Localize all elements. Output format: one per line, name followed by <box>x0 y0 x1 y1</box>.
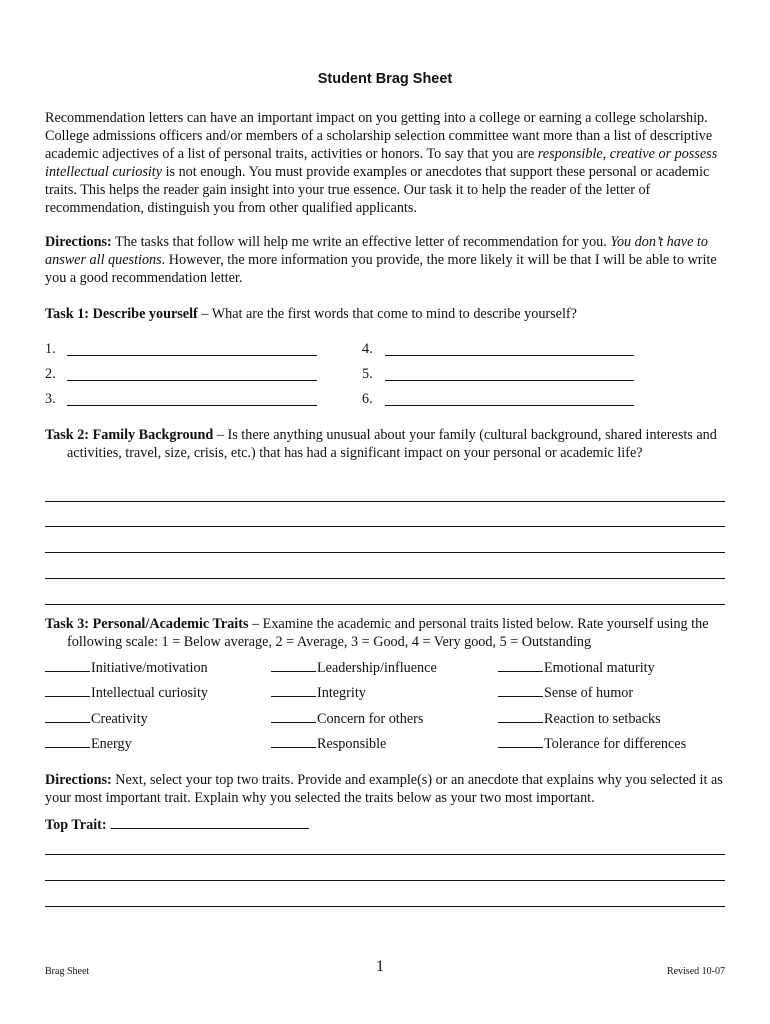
task2-answer-line[interactable] <box>45 604 725 605</box>
trait-rating-blank[interactable] <box>45 684 90 697</box>
trait-label: Energy <box>91 736 132 752</box>
trait-rating-blank[interactable] <box>498 735 543 748</box>
directions-label: Directions: <box>45 234 112 250</box>
top-trait-answer-line[interactable] <box>45 880 725 881</box>
trait-rating-blank[interactable] <box>498 659 543 672</box>
task1-number-5: 5. <box>362 366 373 382</box>
trait-rating-blank[interactable] <box>271 735 316 748</box>
task1-label: Task 1: Describe yourself <box>45 306 198 322</box>
task1-number-2: 2. <box>45 366 56 382</box>
footer-revision: Revised 10-07 <box>666 966 725 977</box>
page-number: 1 <box>376 958 384 975</box>
task1-heading <box>45 305 727 323</box>
task1-answer-6[interactable] <box>385 405 634 406</box>
trait-label: Leadership/influence <box>317 660 437 676</box>
directions-paragraph <box>45 233 727 287</box>
directions2-text: Next, select your top two traits. Provide and example(s) or an anecdote that explains why you selected it as your most important trait. Explain why you selected the traits below as your two most important. <box>45 772 723 806</box>
trait-item <box>498 735 686 753</box>
trait-rating-blank[interactable] <box>498 710 543 723</box>
trait-label: Responsible <box>317 736 387 752</box>
top-trait-answer-line[interactable] <box>45 854 725 855</box>
trait-rating-blank[interactable] <box>271 659 316 672</box>
task2-answer-line[interactable] <box>45 501 725 502</box>
trait-rating-blank[interactable] <box>271 684 316 697</box>
trait-item <box>45 659 208 677</box>
top-trait-answer-line[interactable] <box>45 906 725 907</box>
trait-rating-blank[interactable] <box>45 659 90 672</box>
trait-item <box>45 735 132 753</box>
top-trait-input[interactable] <box>111 816 309 829</box>
task1-row-1 <box>45 340 725 358</box>
task1-text: – What are the first words that come to mind to describe yourself? <box>197 306 577 322</box>
task2-answer-line[interactable] <box>45 552 725 553</box>
trait-item <box>271 710 423 728</box>
task2-text: – Is there anything unusual about your family (cultural background, shared interests and activities, travel, size, crisis, etc.) that has had a significant impact on your personal or academic life? <box>67 427 717 461</box>
task3-label: Task 3: Personal/Academic Traits <box>45 616 249 632</box>
directions-text-2: . However, the more information you provide, the more likely it will be that I will be able to write you a good recommendation letter. <box>45 252 717 286</box>
intro-text-2: is not enough. You must provide examples or anecdotes that support these personal or academic traits. This helps the reader gain insight into your true essence. Our task it to help the reader of the letter of recommendation, distinguish you from other qualified applicants. <box>45 164 710 216</box>
top-trait-row <box>45 816 309 834</box>
trait-item <box>45 684 208 702</box>
task1-row-2 <box>45 365 725 383</box>
trait-rating-blank[interactable] <box>45 735 90 748</box>
trait-item <box>498 710 661 728</box>
task2-heading <box>45 426 727 462</box>
task2-label: Task 2: Family Background <box>45 427 214 443</box>
task1-number-3: 3. <box>45 391 56 407</box>
task1-number-6: 6. <box>362 391 373 407</box>
trait-item <box>271 735 386 753</box>
trait-label: Emotional maturity <box>544 660 655 676</box>
trait-label: Creativity <box>91 711 148 727</box>
task1-answer-2[interactable] <box>67 380 317 381</box>
directions-text-1: The tasks that follow will help me write an effective letter of recommendation for you. <box>111 234 611 250</box>
trait-rating-blank[interactable] <box>45 710 90 723</box>
trait-label: Reaction to setbacks <box>544 711 661 727</box>
intro-paragraph <box>45 109 727 217</box>
trait-item <box>498 684 633 702</box>
footer-doc-name: Brag Sheet <box>45 966 90 977</box>
trait-label: Sense of humor <box>544 685 634 701</box>
trait-item <box>271 684 366 702</box>
trait-label: Integrity <box>317 685 366 701</box>
trait-item <box>498 659 655 677</box>
task3-text: – Examine the academic and personal traits listed below. Rate yourself using the following scale: 1 = Below average, 2 = Average, 3 = Good, 4 = Very good, 5 = Outstanding <box>67 616 709 650</box>
task1-number-4: 4. <box>362 341 373 357</box>
trait-label: Concern for others <box>317 711 424 727</box>
task1-answer-1[interactable] <box>67 355 317 356</box>
trait-label: Intellectual curiosity <box>91 685 209 701</box>
task2-answer-line[interactable] <box>45 578 725 579</box>
task1-row-3 <box>45 390 725 408</box>
task1-answer-3[interactable] <box>67 405 317 406</box>
intro-text-1: Recommendation letters can have an important impact on you getting into a college or earning a college scholarship. College admissions officers and/or members of a scholarship selection committee want more than a list of descriptive academic adjectives of a list of personal traits, activities or honors. To say that you are <box>45 110 713 162</box>
trait-item <box>271 659 437 677</box>
trait-label: Initiative/motivation <box>91 660 208 676</box>
directions-italic: You don’t have to answer all questions <box>45 234 708 268</box>
intro-italic: responsible, creative or possess intellectual curiosity <box>45 146 718 180</box>
directions2-paragraph <box>45 771 727 807</box>
task3-heading <box>45 615 727 651</box>
trait-label: Tolerance for differences <box>544 736 687 752</box>
page-title: Student Brag Sheet <box>317 71 453 87</box>
trait-rating-blank[interactable] <box>498 684 543 697</box>
top-trait-label: Top Trait: <box>45 817 107 833</box>
task2-answer-line[interactable] <box>45 526 725 527</box>
task1-answer-5[interactable] <box>385 380 634 381</box>
trait-item <box>45 710 148 728</box>
task1-number-1: 1. <box>45 341 56 357</box>
task1-answer-4[interactable] <box>385 355 634 356</box>
directions2-label: Directions: <box>45 772 112 788</box>
trait-rating-blank[interactable] <box>271 710 316 723</box>
